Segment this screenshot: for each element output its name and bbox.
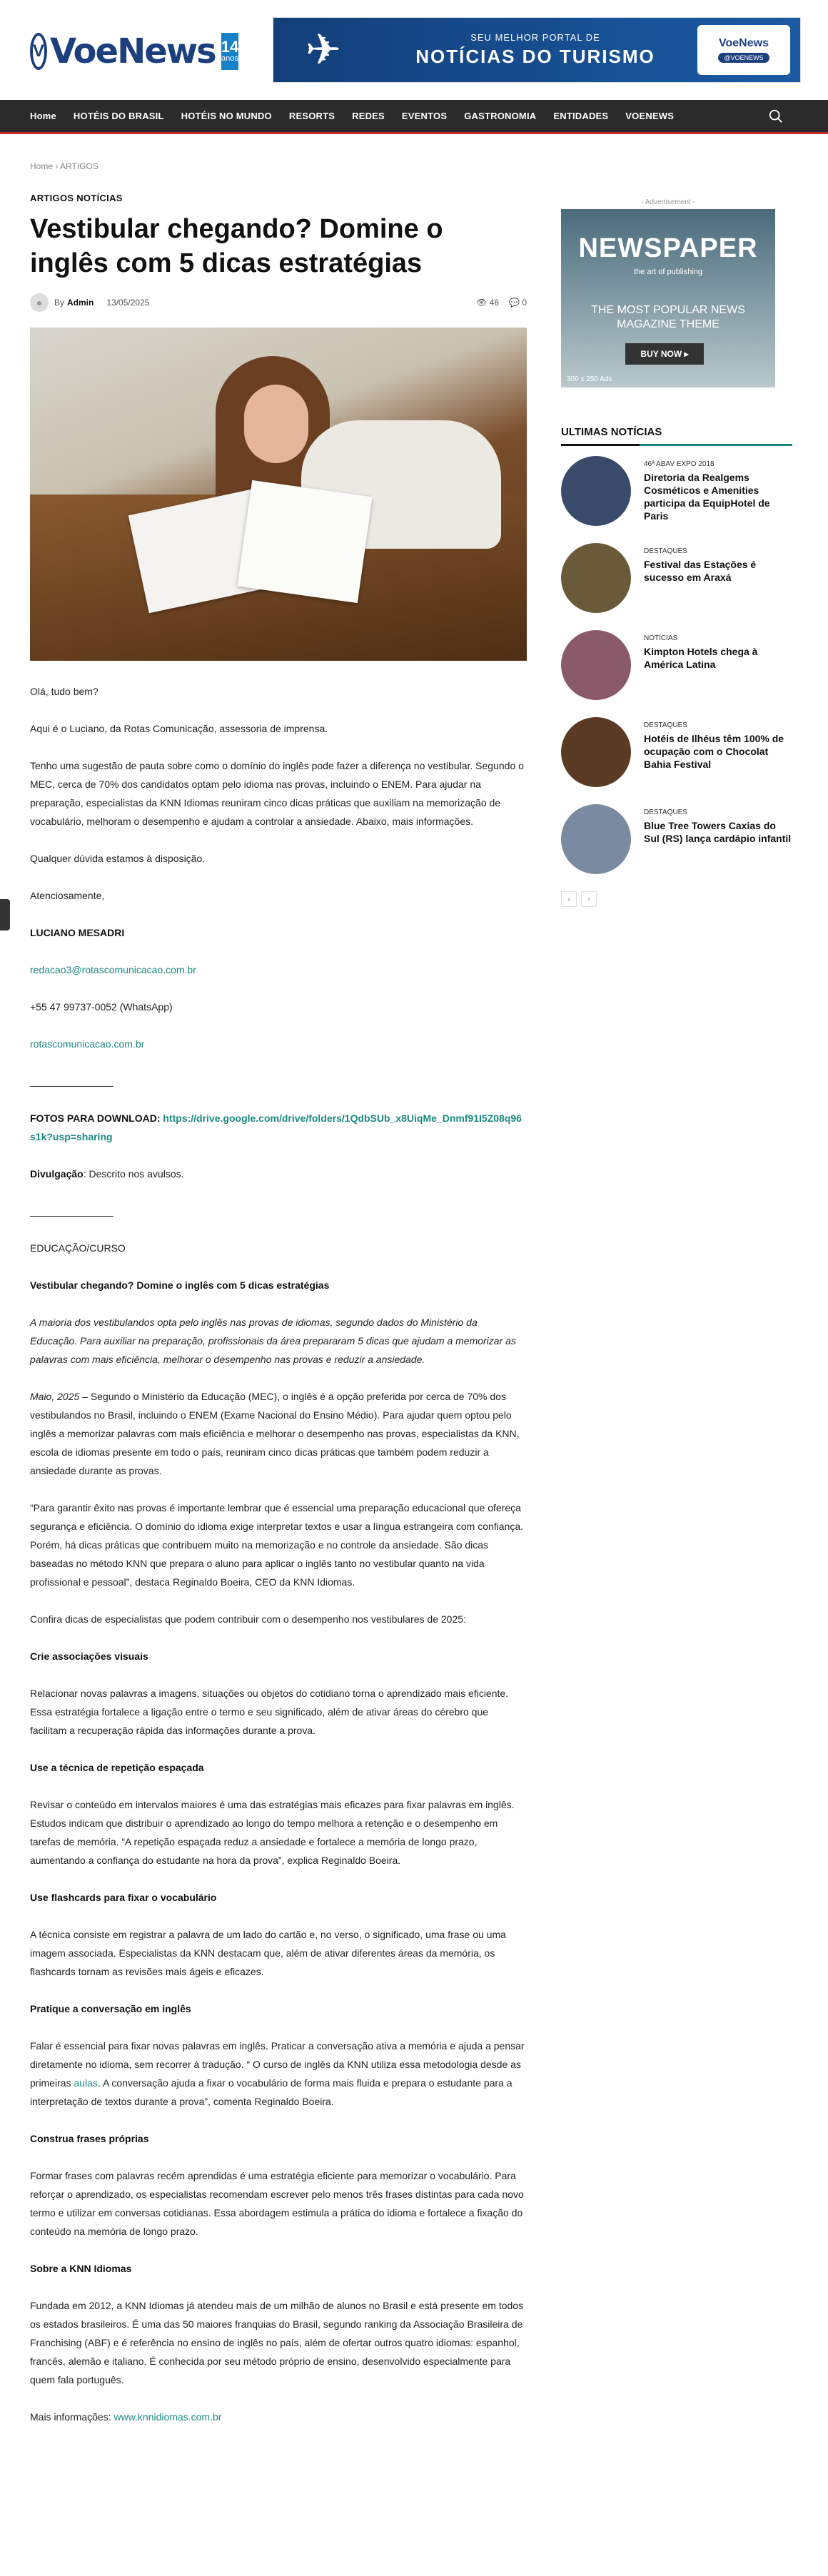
email-link[interactable]: redacao3@rotascomunicacao.com.br (30, 964, 196, 975)
banner-big-text: NOTÍCIAS DO TURISMO (415, 46, 655, 67)
paragraph: A técnica consiste em registrar a palavra de um lado do cartão e, no verso, o significado, uma frase ou uma imagem associada. Especialistas da KNN destacam que, além de ativar diferentes áreas da memória, os flashcards tornam as revisões mais ágeis e eficazes. (30, 1929, 506, 1977)
news-thumbnail[interactable] (561, 543, 631, 613)
article-meta (30, 293, 527, 312)
nav-item-eventos[interactable]: EVENTOS (401, 111, 448, 121)
article-body (30, 682, 527, 2426)
prev-page-button[interactable]: ‹ (561, 891, 577, 907)
side-float-tab[interactable] (0, 899, 10, 930)
comments[interactable] (509, 298, 527, 308)
news-tag[interactable]: DESTAQUES (644, 547, 687, 555)
dateline: Maio, 2025 (30, 1391, 80, 1402)
breadcrumb (30, 161, 527, 171)
ad-line-1: THE MOST POPULAR NEWS (591, 304, 745, 316)
header-banner[interactable] (273, 17, 801, 83)
paragraph: Confira dicas de especialistas que podem contribuir com o desempenho nos vestibulares de 2025: (30, 1613, 466, 1625)
list-item[interactable] (561, 543, 792, 630)
news-title[interactable]: Blue Tree Towers Caxias do Sul (RS) lança cardápio infantil (644, 820, 792, 844)
subheading: Sobre a KNN Idiomas (30, 2263, 132, 2274)
article-date: 13/05/2025 (106, 298, 150, 308)
disclosure (30, 1165, 527, 1183)
paragraph: Fundada em 2012, a KNN Idiomas já atendeu mais de um milhão de alunos no Brasil e está presente em todos os estados brasileiros. É uma das 50 maiores franquias do Brasil, segundo ranking da Associação Brasileira de Franchising (ABF) e é referência no ensino de inglês no país, além de ofertar outros quatro idiomas: espanhol, francês, alemão e italiano. É conhecida por seu método próprio de ensino, desenvolvido especialmente para quem fala português. (30, 2300, 524, 2385)
photos-label: FOTOS PARA DOWNLOAD: (30, 1112, 161, 1124)
paragraph (30, 1387, 527, 1480)
views (476, 298, 499, 308)
subheading: Use a técnica de repetição espaçada (30, 1762, 204, 1773)
separator: _______________ (30, 1075, 113, 1087)
latest-news-title: ULTIMAS NOTÍCIAS (561, 426, 792, 446)
paragraph: Revisar o conteúdo em intervalos maiores é uma das estratégias mais eficazes para fixar palavras em inglês. Estudos indicam que distribuir o aprendizado ao longo do tempo melhora a retenção e o desempenho em tarefas de memória. “A repetição espaçada reduz a ansiedade e fortalece a memória de longo prazo, aumentando a confiança do estudante na hora da prova”, explica Reginaldo Boeira. (30, 1799, 515, 1866)
section-label: EDUCAÇÃO/CURSO (30, 1242, 126, 1254)
news-tag[interactable]: 46ª ABAV EXPO 2018 (644, 460, 715, 468)
paragraph: Aqui é o Luciano, da Rotas Comunicação, assessoria de imprensa. (30, 723, 328, 734)
news-thumbnail[interactable] (561, 630, 631, 700)
paragraph: Relacionar novas palavras a imagens, situações ou objetos do cotidiano torna o aprendizado mais eficiente. Essa estratégia fortalece a ligação entre o termo e seu significado, além de ativar áreas do cérebro que facilitam a recuperação rápida das informações durante a prova. (30, 1688, 509, 1736)
paragraph: Qualquer dúvida estamos à disposição. (30, 853, 206, 864)
airplane-icon: ✈ (305, 26, 342, 73)
disclosure-label: Divulgação (30, 1168, 84, 1180)
disclosure-text: : Descrito nos avulsos. (83, 1168, 184, 1180)
featured-image (30, 328, 527, 661)
news-thumbnail[interactable] (561, 717, 631, 787)
banner-logo-text: VoeNews (719, 37, 769, 49)
aulas-link[interactable]: aulas (74, 2077, 98, 2089)
breadcrumb-current[interactable]: ARTIGOS (60, 161, 99, 171)
eye-icon: 👁 (476, 298, 488, 308)
comments-count: 0 (522, 298, 527, 308)
subheading: Construa frases próprias (30, 2133, 149, 2144)
latest-news-list (561, 456, 792, 891)
ad-title: NEWSPAPER (578, 233, 758, 263)
list-item[interactable] (561, 804, 792, 891)
sidebar-ad[interactable] (561, 209, 775, 387)
paragraph-text: Falar é essencial para fixar novas palavras em inglês. Praticar a conversação ativa a memória e ajuda a pensar diretamente no idioma, sem recorrer à tradução. “ O curso de inglês da KNN utiliza essa metodologia desde as primeiras (30, 2040, 525, 2089)
knn-link[interactable]: www.knnidiomas.com.br (113, 2411, 222, 2423)
ad-buy-label: BUY NOW (640, 349, 682, 359)
ad-tagline (561, 303, 775, 332)
more-info-label: Mais informações: (30, 2411, 114, 2423)
avatar[interactable]: ● (30, 293, 49, 312)
badge-sub: anos (221, 54, 238, 63)
banner-small-text: SEU MELHOR PORTAL DE (470, 32, 600, 43)
ad-line-2: MAGAZINE THEME (617, 318, 720, 330)
photos-download-link[interactable]: https://drive.google.com/drive/folders/1QdbSUb_x8UiqMe_Dnmf91I5Z08q96s1k?usp=sharing (30, 1112, 522, 1142)
nav-item-hoteis-brasil[interactable]: HOTÉIS DO BRASIL (73, 111, 164, 121)
site-logo[interactable] (30, 30, 239, 73)
subheading: Pratique a conversação em inglês (30, 2003, 191, 2014)
main-nav (0, 100, 828, 134)
views-count: 46 (489, 298, 500, 308)
badge-number: 14 (221, 38, 239, 56)
paragraph (30, 2037, 527, 2111)
nav-item-hoteis-mundo[interactable]: HOTÉIS NO MUNDO (181, 111, 272, 121)
news-title[interactable]: Diretoria da Realgems Cosméticos e Amenities participa da EquipHotel de Paris (644, 472, 770, 522)
release-lead: A maioria dos vestibulandos opta pelo inglês nas provas de idiomas, segundo dados do Ministério da Educação. Para auxiliar na preparação, profissionais da área prepararam 5 dicas que ajudam a memorizar as palavras com mais eficiência, melhorar o desempenho nas provas e reduzir a ansiedade. (30, 1317, 516, 1365)
list-item[interactable] (561, 630, 792, 717)
news-thumbnail[interactable] (561, 804, 631, 874)
logo-mark: V (30, 33, 47, 70)
ad-size: 300 x 250 Ads (567, 375, 612, 383)
news-pager (561, 891, 792, 907)
signer-name: LUCIANO MESADRI (30, 927, 125, 938)
author-name[interactable]: Admin (67, 298, 94, 308)
news-title[interactable]: Hotéis de Ilhéus têm 100% de ocupação com o Chocolat Bahia Festival (644, 733, 784, 770)
subheading: Crie associações visuais (30, 1650, 148, 1662)
more-info (30, 2408, 527, 2426)
paragraph: Atenciosamente, (30, 890, 105, 901)
search-icon[interactable] (768, 108, 784, 124)
list-item[interactable] (561, 717, 792, 804)
nav-item-home[interactable]: Home (30, 111, 56, 121)
banner-logo (697, 25, 790, 75)
article-column (30, 134, 527, 2445)
nav-item-entidades[interactable]: ENTIDADES (553, 111, 609, 121)
sidebar (561, 134, 792, 907)
paragraph: Olá, tudo bem? (30, 686, 99, 697)
nav-item-redes[interactable]: REDES (352, 111, 385, 121)
site-link[interactable]: rotascomunicacao.com.br (30, 1038, 145, 1050)
photos-block (30, 1109, 527, 1146)
separator: _______________ (30, 1205, 113, 1217)
nav-item-voenews[interactable]: VOENEWS (625, 111, 675, 121)
subheading: Use flashcards para fixar o vocabulário (30, 1892, 217, 1903)
ad-subtitle: the art of publishing (633, 268, 702, 276)
paragraph-text: . A conversação ajuda a fixar o vocabulário de forma mais fluida e prepara o estudante para a interpretação de textos durante a prova”, comenta Reginaldo Boeira. (30, 2077, 513, 2107)
next-page-button[interactable]: › (581, 891, 597, 907)
paragraph: Tenho uma sugestão de pauta sobre como o domínio do inglês pode fazer a diferença no vestibular. Segundo o MEC, cerca de 70% dos candidatos optam pelo idioma nas provas, incluindo o ENEM. Para ajudar na preparação, especialistas da KNN Idiomas reuniram cinco dicas práticas que auxiliam na memorização de vocabulário, melhoram o desempenho e ajudam a controlar a ansiedade. Abaixo, mais informações. (30, 760, 524, 827)
by-label: By (54, 298, 65, 308)
news-title[interactable]: Festival das Estações é sucesso em Araxá (644, 559, 757, 583)
ad-buy-button[interactable]: BUY NOW ▸ (625, 343, 704, 365)
news-thumbnail[interactable] (561, 456, 631, 526)
site-header (0, 0, 828, 100)
news-title[interactable]: Kimpton Hotels chega à América Latina (644, 646, 758, 670)
phone: +55 47 99737-0052 (WhatsApp) (30, 1001, 173, 1013)
anniversary-badge (221, 33, 238, 70)
news-tag[interactable]: NOTÍCIAS (644, 634, 678, 642)
ad-label: - Advertisement - (641, 198, 695, 206)
breadcrumb-separator: › (55, 161, 59, 171)
banner-logo-tag: @VOENEWS (718, 53, 769, 63)
article-category[interactable]: ARTIGOS NOTÍCIAS (30, 193, 123, 203)
news-tag[interactable]: DESTAQUES (644, 721, 687, 729)
paragraph: “Para garantir êxito nas provas é importante lembrar que é essencial uma preparação educacional que ofereça segurança e eficiência. O domínio do idioma exige interpretar textos e usar a língua estrangeira com confiança. Porém, há dicas práticas que contribuem muito na memorização e no controle da ansiedade. São dicas baseadas no método KNN que prepara o aluno para aplicar o inglês tanto no vestibular quanto na vida profissional e pessoal”, destaca Reginaldo Boeira, CEO da KNN Idiomas. (30, 1502, 524, 1588)
logo-text: VoeNews (50, 31, 216, 71)
paragraph: Formar frases com palavras recém aprendidas é uma estratégia eficiente para memorizar o vocabulário. Para reforçar o aprendizado, os especialistas recomendam escrever pelo menos três frases distintas para cada novo termo e utilizar em conversas cotidianas. Essa abordagem estimula a prática do idioma e fortalece a fixação do conteúdo na memória de longo prazo. (30, 2170, 524, 2237)
list-item[interactable] (561, 456, 792, 543)
paragraph-text: – Segundo o Ministério da Educação (MEC), o inglês é a opção preferida por cerca de 70% dos vestibulandos no Brasil, incluindo o ENEM (Exame Nacional do Ensino Médio). Para ajudar quem optou pelo inglês a memorizar palavras com mais eficiência e melhorar o desempenho nas provas, especialistas da KNN, escola de idiomas presente em todo o país, reuniram cinco dicas práticas que também podem reduzir a ansiedade durante as provas. (30, 1391, 520, 1476)
breadcrumb-home[interactable]: Home (30, 161, 54, 171)
news-tag[interactable]: DESTAQUES (644, 808, 687, 816)
comment-icon: 💬 (509, 298, 520, 308)
nav-item-gastronomia[interactable]: GASTRONOMIA (464, 111, 537, 121)
article-title: Vestibular chegando? Domine o inglês com 5 dicas estratégias (30, 214, 443, 278)
nav-item-resorts[interactable]: RESORTS (288, 111, 335, 121)
release-title: Vestibular chegando? Domine o inglês com 5 dicas estratégias (30, 1279, 330, 1291)
